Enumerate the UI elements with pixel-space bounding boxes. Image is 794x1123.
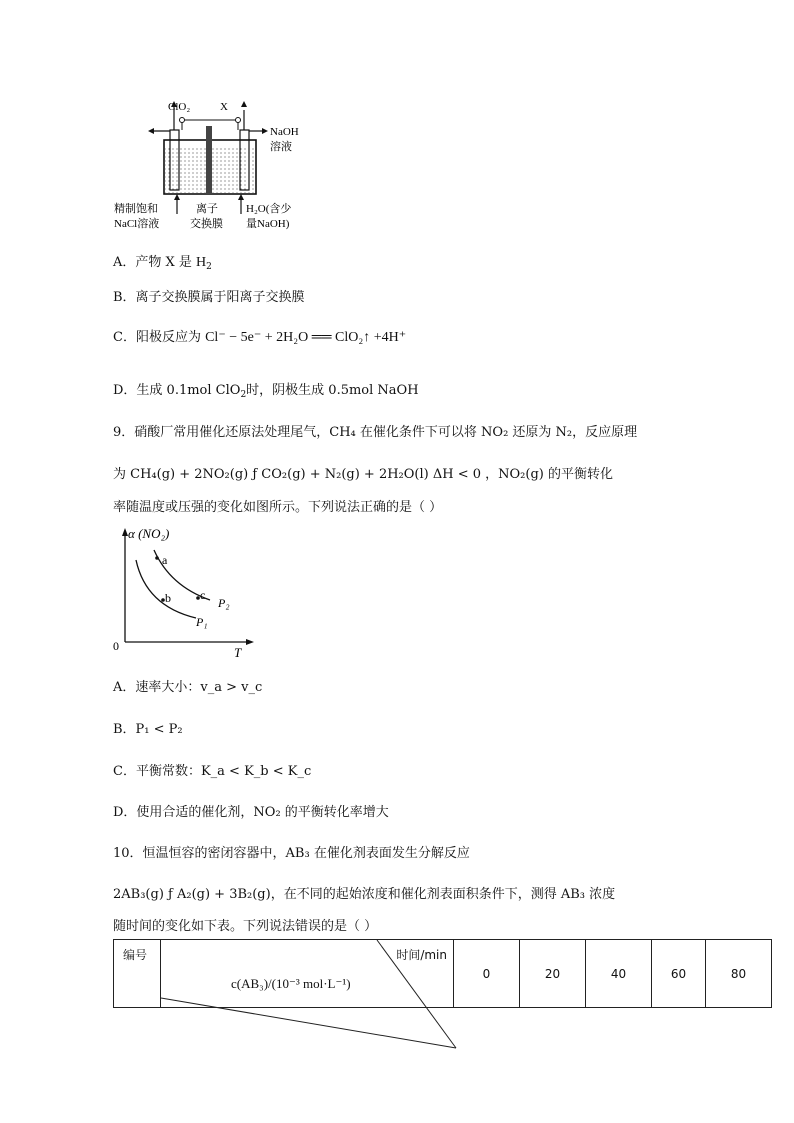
header-concentration: c(AB₃)/(10⁻³ mol·L⁻¹) [231, 976, 351, 991]
header-time-0: 0 [454, 940, 520, 1008]
label-p1: P₁ [196, 615, 208, 629]
header-time-60: 60 [652, 940, 706, 1008]
q8-option-c: C．阳极反应为 Cl⁻ − 5e⁻ + 2H₂O ══ ClO₂↑ +4H⁺ [113, 330, 407, 345]
q9-stem-line3: 率随温度或压强的变化如图所示。下列说法正确的是（ ） [113, 500, 443, 515]
label-right-feed-2: 量NaOH) [246, 218, 290, 230]
label-c: c [200, 588, 206, 602]
q10-stem-line3: 随时间的变化如下表。下列说法错误的是（ ） [113, 919, 378, 934]
label-x: X [220, 101, 228, 113]
q8-option-a: A．产物 X 是 $H_2$ [113, 255, 212, 272]
label-a: a [162, 553, 168, 567]
label-membrane-2: 交换膜 [190, 217, 223, 230]
label-naoh: NaOH [270, 126, 299, 138]
q8-option-b: B．离子交换膜属于阳离子交换膜 [113, 290, 305, 305]
label-left-feed-2: NaCl溶液 [114, 218, 160, 230]
x-axis-label: T [234, 645, 242, 659]
q10-stem-line1: 10．恒温恒容的密闭容器中，AB₃ 在催化剂表面发生分解反应 [113, 846, 470, 861]
label-clo2: ClO₂ [168, 101, 191, 113]
q9-option-b: B．P₁ < P₂ [113, 722, 183, 737]
label-right-feed-1: H₂O(含少 [246, 203, 292, 215]
q10-stem-line2: 2AB₃(g) ƒ A₂(g) + 3B₂(g)，在不同的起始浓度和催化剂表面积条件下，测得 AB₃ 浓度 [113, 887, 616, 902]
label-b: b [165, 591, 171, 605]
header-time-40: 40 [586, 940, 652, 1008]
q9-stem-line1: 9．硝酸厂常用催化还原法处理尾气，CH₄ 在催化条件下可以将 NO₂ 还原为 N₂，反应原理 [113, 425, 638, 440]
label-membrane-1: 离子 [196, 202, 218, 215]
header-time: 时间/min [396, 948, 447, 962]
y-axis-label: α (NO₂) [128, 526, 170, 541]
q9-option-c: C．平衡常数：K_a < K_b < K_c [113, 764, 312, 779]
q9-option-a: A．速率大小：v_a > v_c [113, 680, 263, 695]
q9-option-d: D．使用合适的催化剂，NO₂ 的平衡转化率增大 [113, 805, 389, 820]
origin-label: 0 [113, 639, 119, 653]
header-time-20: 20 [520, 940, 586, 1008]
header-id: 编号 [114, 940, 161, 1008]
label-naoh-solution: 溶液 [270, 140, 292, 153]
q9-stem-line2: 为 CH₄(g) + 2NO₂(g) ƒ CO₂(g) + N₂(g) + 2H₂O(l) ΔH < 0 ，NO₂(g) 的平衡转化 [113, 467, 613, 482]
q8-option-d: D．生成 0.1mol ClO$_2$时，阴极生成 0.5mol NaOH [113, 383, 419, 400]
label-p2: P₂ [218, 596, 230, 610]
label-left-feed-1: 精制饱和 [114, 202, 158, 215]
header-time-80: 80 [706, 940, 772, 1008]
